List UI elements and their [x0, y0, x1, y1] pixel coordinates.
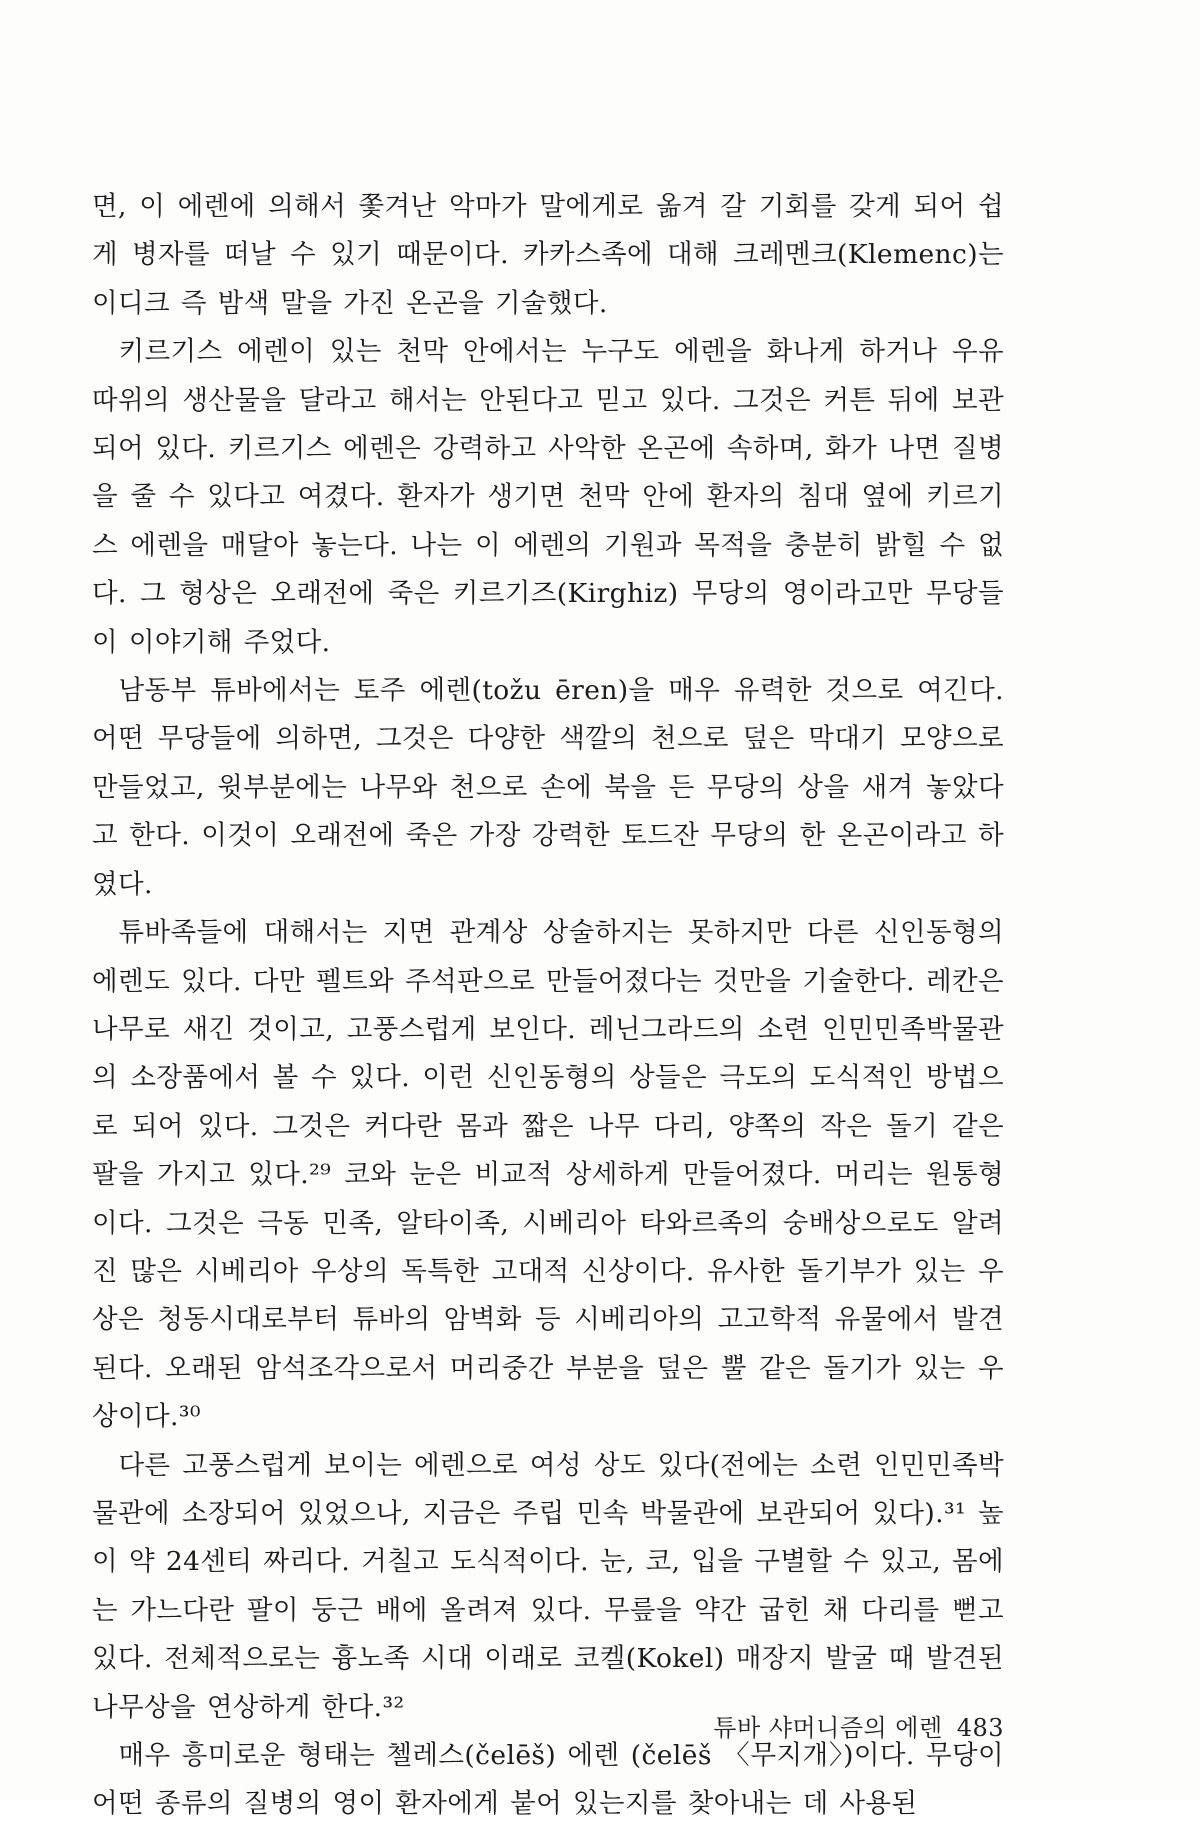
page-number: 483	[956, 1714, 1004, 1742]
body-text	[92, 183, 1004, 1829]
running-title: 튜바 샤머니즘의 에렌	[713, 1714, 943, 1742]
page-footer	[713, 1712, 1004, 1744]
paragraph-celes-eren: 매우 흥미로운 형태는 첼레스(čelēš) 에렌 (čelēš 〈무지개〉)이다. 무당이 어떤 종류의 질병의 영이 환자에게 붙어 있는지를 찾아내는 데 사용된	[92, 1740, 1004, 1820]
paragraph-kirgiz-eren: 키르기스 에렌이 있는 천막 안에서는 누구도 에렌을 화나게 하거나 우유 따위의 생산물을 달라고 해서는 안된다고 믿고 있다. 그것은 커튼 뒤에 보관되어 있다. 키르기스 에렌은 강력하고 사악한 온곤에 속하며, 화가 나면 질병을 줄 수 있다고 여겼다. 환자가 생기면 천막 안에 환자의 침대 옆에 키르기스 에렌을 매달아 놓는다. 나는 이 에렌의 기원과 목적을 충분히 밝힐 수 없다. 그 형상은 오래전에 죽은 키르기즈(Kirghiz) 무당의 영이라고만 무당들이 이야기해 주었다.	[92, 336, 1004, 658]
paragraph-continuation: 면, 이 에렌에 의해서 쫓겨난 악마가 말에게로 옮겨 갈 기회를 갖게 되어 쉽게 병자를 떠날 수 있기 때문이다. 카카스족에 대해 크레멘크(Klemenc)는 이디크 즉 밤색 말을 가진 온곤을 기술했다.	[92, 191, 1004, 319]
paragraph-tozu-eren: 남동부 튜바에서는 토주 에렌(tožu ēren)을 매우 유력한 것으로 여긴다. 어떤 무당들에 의하면, 그것은 다양한 색깔의 천으로 덮은 막대기 모양으로 만들었고, 윗부분에는 나무와 천으로 손에 북을 든 무당의 상을 새겨 놓았다고 한다. 이것이 오래전에 죽은 가장 강력한 토드잔 무당의 한 온곤이라고 하였다.	[92, 675, 1004, 900]
paragraph-female-figure: 다른 고풍스럽게 보이는 에렌으로 여성 상도 있다(전에는 소련 인민민족박물관에 소장되어 있었으나, 지금은 주립 민속 박물관에 보관되어 있다).³¹ 높이 약 24센티 짜리다. 거칠고 도식적이다. 눈, 코, 입을 구별할 수 있고, 몸에는 가느다란 팔이 둥근 배에 올려져 있다. 무릎을 약간 굽힌 채 다리를 뻗고 있다. 전체적으로는 흉노족 시대 이래로 코켈(Kokel) 매장지 발굴 때 발견된 나무상을 연상하게 한다.³²	[92, 1449, 1004, 1723]
paragraph-anthropomorphic-eren: 튜바족들에 대해서는 지면 관계상 상술하지는 못하지만 다른 신인동형의 에렌도 있다. 다만 펠트와 주석판으로 만들어졌다는 것만을 기술한다. 레칸은 나무로 새긴 것이고, 고풍스럽게 보인다. 레닌그라드의 소련 인민민족박물관의 소장품에서 볼 수 있다. 이런 신인동형의 상들은 극도의 도식적인 방법으로 되어 있다. 그것은 커다란 몸과 짧은 나무 다리, 양쪽의 작은 돌기 같은 팔을 가지고 있다.²⁹ 코와 눈은 비교적 상세하게 만들어졌다. 머리는 원통형이다. 그것은 극동 민족, 알타이족, 시베리아 타와르족의 숭배상으로도 알려진 많은 시베리아 우상의 독특한 고대적 신상이다. 유사한 돌기부가 있는 우상은 청동시대로부터 튜바의 암벽화 등 시베리아의 고고학적 유물에서 발견된다. 오래된 암석조각으로서 머리중간 부분을 덮은 뿔 같은 돌기가 있는 우상이다.³⁰	[92, 917, 1004, 1433]
